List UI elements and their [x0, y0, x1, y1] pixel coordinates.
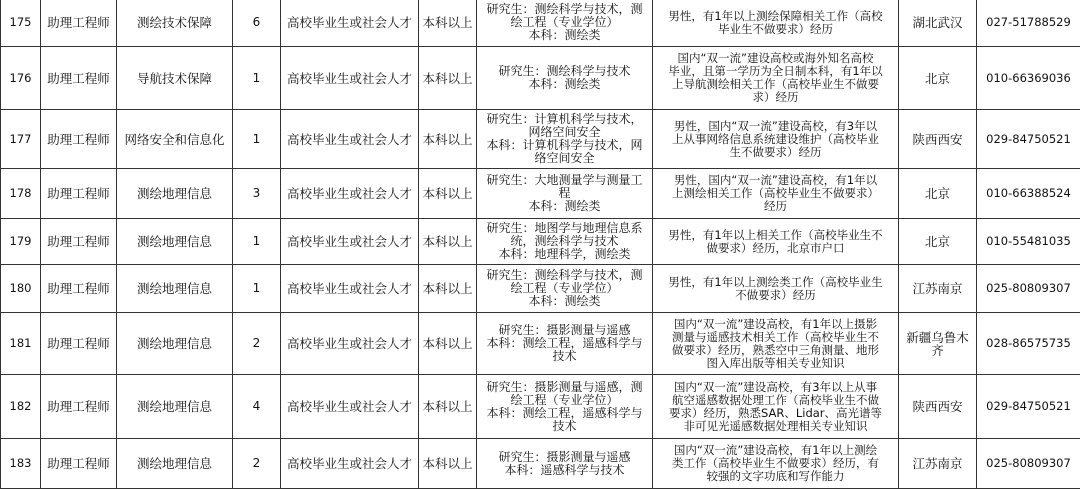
requirement-line: 男性，有1年以上测绘类工作（高校毕业生 [668, 274, 883, 289]
requirement-line: 不做要求）经历 [735, 287, 816, 302]
requirement-line: 非可见光遥感数据处理相关专业知识 [683, 418, 868, 433]
job-title-cell: 助理工程师 [41, 219, 117, 265]
education-cell: 本科以上 [419, 169, 477, 219]
requirement-line: 做要求）经历，熟悉空中三角测量、地形 [672, 342, 879, 357]
major-line: 研究生：地图学与地理信息系 [486, 221, 643, 235]
major-line: 研究生：摄影测量与遥感 [498, 449, 631, 464]
requirement-line: 国内“双一流”建设高校，有3年以上从事 [673, 379, 878, 394]
table-row [1, 375, 1080, 439]
location-cell: 江苏南京 [899, 265, 977, 313]
requirement-cell [653, 265, 899, 313]
major-line: 程 [558, 186, 571, 200]
major-line: 本科：地理科学，测绘类 [498, 247, 631, 261]
major-line: 本科：测绘类 [528, 77, 601, 91]
major-cell [477, 169, 653, 219]
major-cell [477, 110, 653, 169]
candidate-source-cell: 高校毕业生或社会人才 [281, 439, 419, 489]
requirement-line: 图入库出版等相关专业知识 [706, 355, 845, 370]
row-number-cell: 179 [1, 219, 41, 265]
major-cell [477, 265, 653, 313]
post-name-cell: 测绘地理信息 [117, 219, 233, 265]
requirement-line: 国内“双一流”建设高校，有1年以上测绘 [673, 443, 878, 457]
candidate-source-cell: 高校毕业生或社会人才 [281, 265, 419, 313]
job-title-cell: 助理工程师 [41, 375, 117, 439]
major-line: 研究生：摄影测量与遥感 [498, 323, 631, 337]
table-row [1, 265, 1080, 313]
requirement-cell [653, 47, 899, 110]
location-cell: 陕西西安 [899, 375, 977, 439]
requirement-line: 上测绘相关工作（高校毕业生不做要求） [672, 186, 879, 200]
major-line: 本科：计算机科学与技术，网 [486, 138, 643, 152]
requirement-line: 毕业，且第一学历为全日制本科，有1年以 [668, 64, 883, 78]
major-line: 本科：测绘类 [528, 294, 601, 308]
row-number-cell: 182 [1, 375, 41, 439]
requirement-line: 类工作（高校毕业生不做要求）经历，有 [672, 456, 879, 470]
table-row [1, 169, 1080, 219]
major-line: 本科：测绘工程，遥感科学与 [486, 405, 643, 420]
requirement-line: 较强的文字功底和写作能力 [706, 469, 845, 483]
education-cell: 本科以上 [419, 47, 477, 110]
requirement-line: 男性，有1年以上测绘保障相关工作（高校 [668, 8, 883, 23]
requirement-line: 生不做要求）经历 [729, 144, 822, 159]
major-line: 网络空间安全 [528, 125, 601, 139]
candidate-source-cell: 高校毕业生或社会人才 [281, 0, 419, 47]
major-cell [477, 375, 653, 439]
location-cell: 陕西西安 [899, 110, 977, 169]
job-title-cell: 助理工程师 [41, 313, 117, 375]
requirement-line: 经历 [764, 199, 787, 213]
table-row [1, 313, 1080, 375]
requirement-line: 国内“双一流”建设高校，有1年以上摄影 [673, 316, 878, 331]
education-cell: 本科以上 [419, 375, 477, 439]
table-row [1, 0, 1080, 47]
row-number-cell: 178 [1, 169, 41, 219]
education-cell: 本科以上 [419, 110, 477, 169]
phone-cell: 029-84750521 [977, 110, 1080, 169]
major-cell [477, 313, 653, 375]
row-number-cell: 181 [1, 313, 41, 375]
post-name-cell: 测绘地理信息 [117, 265, 233, 313]
candidate-source-cell: 高校毕业生或社会人才 [281, 110, 419, 169]
requirement-cell [653, 219, 899, 265]
major-line: 技术 [552, 418, 577, 433]
requirement-line: 做要求）经历，北京市户口 [706, 240, 845, 255]
major-cell [477, 219, 653, 265]
major-line: 研究生：测绘科学与技术，测 [486, 2, 643, 16]
post-name-cell: 测绘地理信息 [117, 375, 233, 439]
requirement-cell [653, 439, 899, 489]
hire-count-cell: 1 [233, 219, 281, 265]
post-name-cell: 测绘地理信息 [117, 439, 233, 489]
job-title-cell: 助理工程师 [41, 47, 117, 110]
major-line: 绘工程（专业学位） [510, 15, 619, 29]
table-row [1, 439, 1080, 489]
major-line: 本科：测绘工程，遥感科学与 [486, 336, 643, 350]
hire-count-cell: 1 [233, 47, 281, 110]
major-line: 研究生：计算机科学与技术， [486, 112, 643, 126]
candidate-source-cell: 高校毕业生或社会人才 [281, 169, 419, 219]
major-cell [477, 439, 653, 489]
post-name-cell: 测绘地理信息 [117, 313, 233, 375]
phone-cell: 010-66388524 [977, 169, 1080, 219]
candidate-source-cell: 高校毕业生或社会人才 [281, 219, 419, 265]
requirement-line: 男性，有1年以上相关工作（高校毕业生不 [668, 227, 883, 242]
row-number-cell: 180 [1, 265, 41, 313]
location-cell: 北京 [899, 169, 977, 219]
table-body [1, 0, 1080, 489]
requirement-line: 求）经历 [752, 90, 799, 104]
hire-count-cell: 3 [233, 169, 281, 219]
requirement-line: 男性，国内“双一流”建设高校，有1年以 [673, 173, 878, 187]
row-number-cell: 176 [1, 47, 41, 110]
major-line: 络空间安全 [534, 151, 595, 165]
requirement-cell [653, 0, 899, 47]
education-cell: 本科以上 [419, 0, 477, 47]
major-line: 技术 [552, 349, 577, 363]
row-number-cell: 177 [1, 110, 41, 169]
post-name-cell: 网络安全和信息化 [117, 110, 233, 169]
major-line: 研究生：大地测量学与测量工 [486, 173, 643, 187]
requirement-cell [653, 110, 899, 169]
post-name-cell: 导航技术保障 [117, 47, 233, 110]
phone-cell: 010-55481035 [977, 219, 1080, 265]
major-line: 研究生：测绘科学与技术，测 [486, 268, 643, 282]
hire-count-cell: 2 [233, 439, 281, 489]
major-line: 本科：遥感科学与技术 [504, 462, 625, 477]
phone-cell: 025-80809307 [977, 265, 1080, 313]
phone-cell: 010-66369036 [977, 47, 1080, 110]
table-row [1, 110, 1080, 169]
major-line: 绘工程（专业学位） [510, 392, 619, 407]
row-number-cell: 183 [1, 439, 41, 489]
major-line: 研究生：测绘科学与技术 [498, 64, 631, 78]
candidate-source-cell: 高校毕业生或社会人才 [281, 47, 419, 110]
requirement-line: 毕业生不做要求）经历 [718, 21, 833, 36]
education-cell: 本科以上 [419, 439, 477, 489]
table-row [1, 47, 1080, 110]
phone-cell: 025-80809307 [977, 439, 1080, 489]
location-cell: 北京 [899, 219, 977, 265]
phone-cell: 028-86575735 [977, 313, 1080, 375]
requirement-cell [653, 169, 899, 219]
hire-count-cell: 2 [233, 313, 281, 375]
phone-cell: 029-84750521 [977, 375, 1080, 439]
requirement-line: 上导航测绘相关工作（高校毕业生不做要 [672, 77, 879, 91]
major-line: 本科：测绘类 [528, 199, 601, 213]
table-row [1, 219, 1080, 265]
requirement-line: 国内“双一流”建设高校或海外知名高校 [677, 51, 874, 65]
requirement-line: 测量与遥感技术相关工作（高校毕业生不 [672, 329, 879, 344]
major-line: 绘工程（专业学位） [510, 281, 619, 295]
post-name-cell: 测绘技术保障 [117, 0, 233, 47]
hire-count-cell: 4 [233, 375, 281, 439]
requirement-line: 男性，国内“双一流”建设高校，有3年以 [673, 118, 878, 133]
row-number-cell: 175 [1, 0, 41, 47]
job-title-cell: 助理工程师 [41, 169, 117, 219]
hire-count-cell: 1 [233, 110, 281, 169]
major-cell [477, 47, 653, 110]
location-cell: 湖北武汉 [899, 0, 977, 47]
location-cell: 北京 [899, 47, 977, 110]
post-name-cell: 测绘地理信息 [117, 169, 233, 219]
job-title-cell: 助理工程师 [41, 439, 117, 489]
candidate-source-cell: 高校毕业生或社会人才 [281, 313, 419, 375]
major-line: 本科：测绘类 [528, 28, 601, 42]
major-line: 统，测绘科学与技术 [510, 234, 619, 248]
job-title-cell: 助理工程师 [41, 0, 117, 47]
candidate-source-cell: 高校毕业生或社会人才 [281, 375, 419, 439]
hire-count-cell: 6 [233, 0, 281, 47]
requirement-cell [653, 313, 899, 375]
hire-count-cell: 1 [233, 265, 281, 313]
requirement-line: 航空遥感数据处理工作（高校毕业生不做 [672, 392, 879, 407]
requirement-cell [653, 375, 899, 439]
location-cell: 新疆乌鲁木齐 [899, 313, 977, 375]
location-cell: 江苏南京 [899, 439, 977, 489]
job-title-cell: 助理工程师 [41, 110, 117, 169]
requirement-line: 上从事网络信息系统建设维护（高校毕业 [672, 131, 879, 146]
major-cell [477, 0, 653, 47]
education-cell: 本科以上 [419, 265, 477, 313]
phone-cell: 027-51788529 [977, 0, 1080, 47]
education-cell: 本科以上 [419, 313, 477, 375]
job-title-cell: 助理工程师 [41, 265, 117, 313]
requirement-line: 要求）经历，熟悉SAR、Lidar、高光谱等 [668, 405, 883, 420]
education-cell: 本科以上 [419, 219, 477, 265]
major-line: 研究生：摄影测量与遥感，测 [486, 379, 643, 394]
